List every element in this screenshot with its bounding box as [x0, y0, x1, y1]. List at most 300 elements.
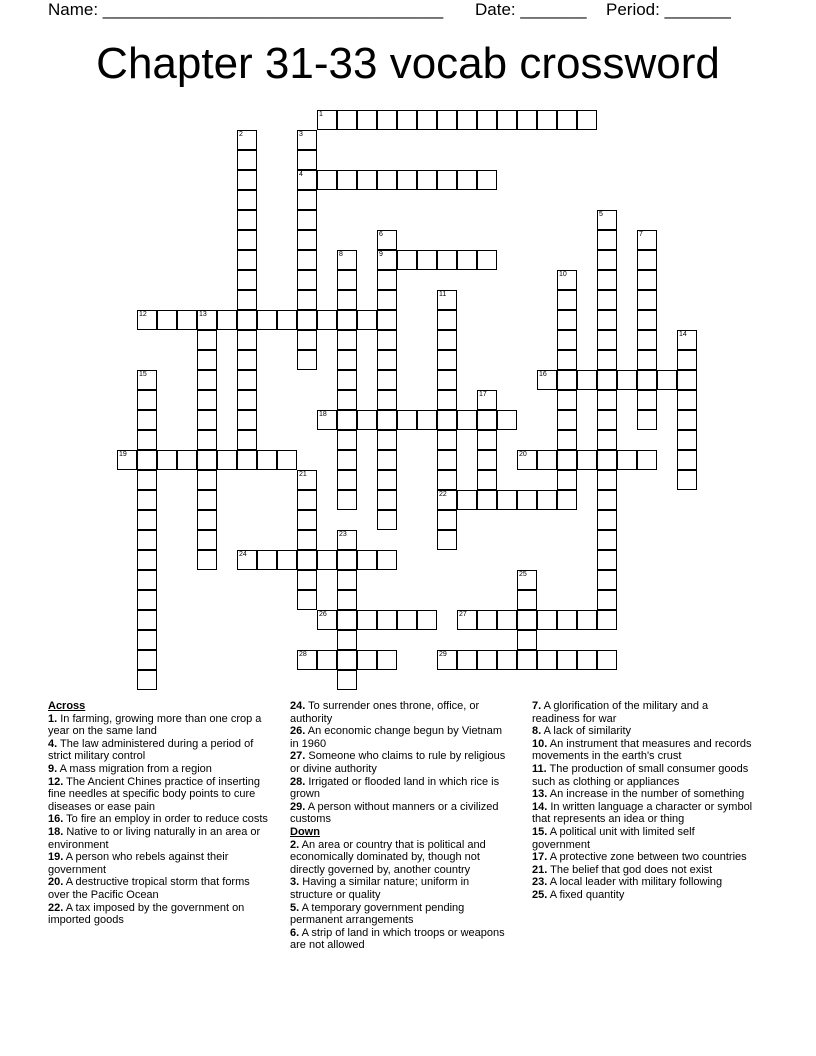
grid-cell[interactable]	[137, 430, 157, 450]
grid-cell[interactable]	[437, 330, 457, 350]
grid-cell[interactable]	[377, 510, 397, 530]
grid-cell[interactable]	[417, 410, 437, 430]
grid-cell[interactable]	[597, 330, 617, 350]
grid-cell[interactable]	[597, 250, 617, 270]
grid-cell[interactable]	[557, 430, 577, 450]
clue-number: 28	[299, 651, 307, 658]
grid-cell[interactable]	[137, 450, 157, 470]
grid-cell[interactable]	[237, 550, 257, 570]
grid-cell[interactable]	[437, 650, 457, 670]
grid-cell[interactable]	[377, 610, 397, 630]
grid-cell[interactable]	[597, 410, 617, 430]
clue-down-6: 6. A strip of land in which troops or weapons are not allowed	[290, 926, 505, 952]
grid-cell[interactable]	[597, 590, 617, 610]
grid-cell[interactable]	[597, 390, 617, 410]
grid-cell[interactable]	[337, 370, 357, 390]
grid-cell[interactable]	[477, 110, 497, 130]
grid-cell[interactable]	[357, 170, 377, 190]
grid-cell[interactable]	[297, 590, 317, 610]
clue-down-7: 7. A glorification of the military and a readiness for war	[532, 700, 709, 725]
clue-across-27: 27. Someone who claims to rule by religious or divine authority	[290, 750, 506, 775]
grid-cell[interactable]	[197, 470, 217, 490]
grid-cell[interactable]	[137, 570, 157, 590]
clue-number: 3	[299, 131, 303, 138]
grid-cell[interactable]	[197, 430, 217, 450]
grid-cell[interactable]	[657, 370, 677, 390]
grid-cell[interactable]	[417, 610, 437, 630]
grid-cell[interactable]	[377, 430, 397, 450]
clue-number: 25	[519, 571, 527, 578]
grid-cell[interactable]	[437, 470, 457, 490]
grid-cell[interactable]	[157, 310, 177, 330]
grid-cell[interactable]	[437, 110, 457, 130]
grid-cell[interactable]	[557, 330, 577, 350]
grid-cell[interactable]	[297, 650, 317, 670]
grid-cell[interactable]	[457, 650, 477, 670]
grid-cell[interactable]	[337, 290, 357, 310]
period-field-label: Period: _______	[606, 0, 731, 19]
grid-cell[interactable]	[557, 610, 577, 630]
grid-cell[interactable]	[637, 330, 657, 350]
grid-cell[interactable]	[317, 170, 337, 190]
grid-cell[interactable]	[457, 250, 477, 270]
grid-cell[interactable]	[237, 370, 257, 390]
grid-cell[interactable]	[277, 550, 297, 570]
grid-cell[interactable]	[437, 370, 457, 390]
grid-cell[interactable]	[557, 490, 577, 510]
grid-cell[interactable]	[617, 370, 637, 390]
grid-cell[interactable]	[377, 270, 397, 290]
grid-cell[interactable]	[577, 370, 597, 390]
grid-cell[interactable]	[597, 650, 617, 670]
grid-cell[interactable]	[637, 410, 657, 430]
grid-cell[interactable]	[237, 350, 257, 370]
name-field-label: Name: ____________________________________	[48, 0, 444, 19]
grid-cell[interactable]	[477, 450, 497, 470]
grid-cell[interactable]	[557, 270, 577, 290]
grid-cell[interactable]	[237, 130, 257, 150]
clue-across-9: 9. A mass migration from a region	[48, 762, 212, 775]
grid-cell[interactable]	[637, 370, 657, 390]
grid-cell[interactable]	[137, 490, 157, 510]
grid-cell[interactable]	[597, 270, 617, 290]
grid-cell[interactable]	[317, 410, 337, 430]
grid-cell[interactable]	[597, 550, 617, 570]
grid-cell[interactable]	[197, 450, 217, 470]
grid-cell[interactable]	[357, 650, 377, 670]
grid-cell[interactable]	[317, 610, 337, 630]
grid-cell[interactable]	[397, 110, 417, 130]
grid-cell[interactable]	[497, 650, 517, 670]
grid-cell[interactable]	[137, 530, 157, 550]
grid-cell[interactable]	[437, 390, 457, 410]
grid-cell[interactable]	[237, 410, 257, 430]
grid-cell[interactable]	[557, 290, 577, 310]
grid-cell[interactable]	[597, 310, 617, 330]
grid-cell[interactable]	[337, 650, 357, 670]
grid-cell[interactable]	[537, 370, 557, 390]
grid-cell[interactable]	[557, 350, 577, 370]
grid-cell[interactable]	[337, 410, 357, 430]
grid-cell[interactable]	[437, 530, 457, 550]
grid-cell[interactable]	[597, 230, 617, 250]
grid-cell[interactable]	[237, 330, 257, 350]
grid-cell[interactable]	[597, 470, 617, 490]
grid-cell[interactable]	[517, 450, 537, 470]
grid-cell[interactable]	[677, 470, 697, 490]
clue-number: 2	[239, 131, 243, 138]
grid-cell[interactable]	[337, 470, 357, 490]
grid-cell[interactable]	[377, 650, 397, 670]
grid-cell[interactable]	[337, 270, 357, 290]
grid-cell[interactable]	[677, 410, 697, 430]
grid-cell[interactable]	[377, 410, 397, 430]
grid-cell[interactable]	[377, 330, 397, 350]
grid-cell[interactable]	[397, 610, 417, 630]
grid-cell[interactable]	[237, 390, 257, 410]
grid-cell[interactable]	[297, 290, 317, 310]
grid-cell[interactable]	[337, 350, 357, 370]
grid-cell[interactable]	[237, 230, 257, 250]
grid-cell[interactable]	[477, 430, 497, 450]
grid-cell[interactable]	[377, 170, 397, 190]
grid-cell[interactable]	[217, 310, 237, 330]
clue-down-14: 14. In written language a character or symbol that represents an idea or thing	[532, 800, 753, 826]
grid-cell[interactable]	[577, 650, 597, 670]
grid-cell[interactable]	[597, 450, 617, 470]
grid-cell[interactable]	[137, 390, 157, 410]
grid-cell[interactable]	[557, 470, 577, 490]
grid-cell[interactable]	[377, 370, 397, 390]
grid-cell[interactable]	[377, 450, 397, 470]
grid-cell[interactable]	[437, 450, 457, 470]
grid-cell[interactable]	[177, 450, 197, 470]
grid-cell[interactable]	[417, 250, 437, 270]
grid-cell[interactable]	[237, 290, 257, 310]
grid-cell[interactable]	[197, 330, 217, 350]
grid-cell[interactable]	[357, 310, 377, 330]
grid-cell[interactable]	[137, 510, 157, 530]
grid-cell[interactable]	[197, 510, 217, 530]
grid-cell[interactable]	[477, 250, 497, 270]
grid-cell[interactable]	[557, 310, 577, 330]
grid-cell[interactable]	[437, 350, 457, 370]
grid-cell[interactable]	[297, 250, 317, 270]
grid-cell[interactable]	[617, 450, 637, 470]
grid-cell[interactable]	[377, 390, 397, 410]
grid-cell[interactable]	[517, 110, 537, 130]
grid-cell[interactable]	[437, 290, 457, 310]
clue-number: 11	[439, 291, 447, 298]
grid-cell[interactable]	[437, 250, 457, 270]
grid-cell[interactable]	[377, 250, 397, 270]
grid-cell[interactable]	[137, 470, 157, 490]
clue-number: 14	[679, 331, 687, 338]
grid-cell[interactable]	[597, 570, 617, 590]
grid-cell[interactable]	[477, 650, 497, 670]
grid-cell[interactable]	[497, 610, 517, 630]
grid-cell[interactable]	[417, 110, 437, 130]
grid-cell[interactable]	[297, 150, 317, 170]
grid-cell[interactable]	[157, 450, 177, 470]
clue-number: 7	[639, 231, 643, 238]
grid-cell[interactable]	[677, 370, 697, 390]
grid-cell[interactable]	[377, 490, 397, 510]
grid-cell[interactable]	[557, 650, 577, 670]
grid-cell[interactable]	[297, 170, 317, 190]
clue-number: 24	[239, 551, 247, 558]
grid-cell[interactable]	[337, 250, 357, 270]
clue-number: 15	[139, 371, 147, 378]
down-heading: Down	[290, 825, 320, 838]
grid-cell[interactable]	[557, 110, 577, 130]
grid-cell[interactable]	[357, 110, 377, 130]
grid-cell[interactable]	[337, 110, 357, 130]
grid-cell[interactable]	[197, 410, 217, 430]
grid-cell[interactable]	[337, 530, 357, 550]
grid-cell[interactable]	[517, 650, 537, 670]
grid-cell[interactable]	[677, 430, 697, 450]
clue-across-1: 1. In farming, growing more than one crop a year on the same land	[48, 712, 262, 738]
grid-cell[interactable]	[337, 310, 357, 330]
grid-cell[interactable]	[457, 170, 477, 190]
clue-number: 20	[519, 451, 527, 458]
clue-down-10: 10. An instrument that measures and records movements in the earth's crust	[532, 737, 752, 763]
grid-cell[interactable]	[237, 250, 257, 270]
grid-cell[interactable]	[137, 310, 157, 330]
grid-cell[interactable]	[497, 410, 517, 430]
grid-cell[interactable]	[637, 250, 657, 270]
grid-cell[interactable]	[237, 270, 257, 290]
grid-cell[interactable]	[597, 430, 617, 450]
clue-across-18: 18. Native to or living naturally in an area or environment	[48, 825, 261, 851]
grid-cell[interactable]	[577, 110, 597, 130]
grid-cell[interactable]	[337, 590, 357, 610]
grid-cell[interactable]	[637, 270, 657, 290]
clue-down-8: 8. A lack of similarity	[532, 725, 632, 738]
grid-cell[interactable]	[457, 410, 477, 430]
grid-cell[interactable]	[477, 410, 497, 430]
grid-cell[interactable]	[377, 230, 397, 250]
grid-cell[interactable]	[357, 410, 377, 430]
grid-cell[interactable]	[337, 670, 357, 690]
grid-cell[interactable]	[237, 190, 257, 210]
grid-cell[interactable]	[297, 270, 317, 290]
grid-cell[interactable]	[357, 610, 377, 630]
grid-cell[interactable]	[257, 450, 277, 470]
clue-number: 21	[299, 471, 307, 478]
grid-cell[interactable]	[377, 470, 397, 490]
grid-cell[interactable]	[297, 130, 317, 150]
grid-cell[interactable]	[317, 650, 337, 670]
grid-cell[interactable]	[317, 110, 337, 130]
grid-cell[interactable]	[137, 370, 157, 390]
grid-cell[interactable]	[597, 610, 617, 630]
grid-cell[interactable]	[537, 450, 557, 470]
grid-cell[interactable]	[137, 650, 157, 670]
grid-cell[interactable]	[297, 310, 317, 330]
grid-cell[interactable]	[437, 430, 457, 450]
clues-column-2	[290, 700, 512, 952]
grid-cell[interactable]	[477, 470, 497, 490]
grid-cell[interactable]	[297, 350, 317, 370]
grid-cell[interactable]	[297, 330, 317, 350]
grid-cell[interactable]	[637, 230, 657, 250]
grid-cell[interactable]	[517, 630, 537, 650]
grid-cell[interactable]	[377, 550, 397, 570]
grid-cell[interactable]	[677, 450, 697, 470]
grid-cell[interactable]	[337, 610, 357, 630]
grid-cell[interactable]	[317, 310, 337, 330]
grid-cell[interactable]	[237, 310, 257, 330]
grid-cell[interactable]	[297, 190, 317, 210]
grid-cell[interactable]	[597, 210, 617, 230]
grid-cell[interactable]	[437, 410, 457, 430]
grid-cell[interactable]	[137, 670, 157, 690]
grid-cell[interactable]	[677, 330, 697, 350]
grid-cell[interactable]	[637, 290, 657, 310]
grid-cell[interactable]	[117, 450, 137, 470]
grid-cell[interactable]	[397, 250, 417, 270]
grid-cell[interactable]	[597, 370, 617, 390]
grid-cell[interactable]	[337, 170, 357, 190]
clue-number: 26	[319, 611, 327, 618]
grid-cell[interactable]	[237, 170, 257, 190]
grid-cell[interactable]	[597, 350, 617, 370]
grid-cell[interactable]	[197, 490, 217, 510]
clue-across-26: 26. An economic change begun by Vietnam in 1960	[290, 725, 503, 750]
grid-cell[interactable]	[377, 350, 397, 370]
grid-cell[interactable]	[237, 430, 257, 450]
clue-number: 1	[319, 111, 323, 118]
clue-across-19: 19. A person who rebels against their government	[48, 851, 229, 876]
grid-cell[interactable]	[437, 510, 457, 530]
grid-cell[interactable]	[177, 310, 197, 330]
grid-cell[interactable]	[637, 390, 657, 410]
grid-cell[interactable]	[337, 390, 357, 410]
grid-cell[interactable]	[197, 530, 217, 550]
grid-cell[interactable]	[197, 550, 217, 570]
grid-cell[interactable]	[337, 570, 357, 590]
grid-cell[interactable]	[477, 170, 497, 190]
grid-cell[interactable]	[637, 310, 657, 330]
grid-cell[interactable]	[137, 610, 157, 630]
grid-cell[interactable]	[257, 550, 277, 570]
grid-cell[interactable]	[417, 170, 437, 190]
grid-cell[interactable]	[497, 490, 517, 510]
grid-cell[interactable]	[457, 490, 477, 510]
grid-cell[interactable]	[297, 490, 317, 510]
grid-cell[interactable]	[537, 650, 557, 670]
grid-cell[interactable]	[297, 570, 317, 590]
grid-cell[interactable]	[257, 310, 277, 330]
grid-cell[interactable]	[397, 170, 417, 190]
grid-cell[interactable]	[557, 450, 577, 470]
grid-cell[interactable]	[397, 410, 417, 430]
grid-cell[interactable]	[297, 230, 317, 250]
grid-cell[interactable]	[457, 610, 477, 630]
grid-cell[interactable]	[437, 490, 457, 510]
grid-cell[interactable]	[517, 490, 537, 510]
grid-cell[interactable]	[577, 610, 597, 630]
grid-cell[interactable]	[377, 310, 397, 330]
grid-cell[interactable]	[597, 490, 617, 510]
grid-cell[interactable]	[337, 450, 357, 470]
grid-cell[interactable]	[437, 170, 457, 190]
grid-cell[interactable]	[577, 450, 597, 470]
grid-cell[interactable]	[477, 610, 497, 630]
grid-cell[interactable]	[197, 310, 217, 330]
grid-cell[interactable]	[197, 350, 217, 370]
grid-cell[interactable]	[337, 630, 357, 650]
grid-cell[interactable]	[637, 450, 657, 470]
clues-column-3	[532, 700, 754, 902]
grid-cell[interactable]	[517, 610, 537, 630]
grid-cell[interactable]	[477, 390, 497, 410]
grid-cell[interactable]	[237, 210, 257, 230]
grid-cell[interactable]	[597, 530, 617, 550]
grid-cell[interactable]	[557, 410, 577, 430]
clue-number: 18	[319, 411, 327, 418]
grid-cell[interactable]	[237, 450, 257, 470]
grid-cell[interactable]	[297, 210, 317, 230]
grid-cell[interactable]	[137, 590, 157, 610]
grid-cell[interactable]	[297, 470, 317, 490]
grid-cell[interactable]	[517, 570, 537, 590]
grid-cell[interactable]	[197, 390, 217, 410]
grid-cell[interactable]	[137, 630, 157, 650]
clue-number: 12	[139, 311, 147, 318]
grid-cell[interactable]	[377, 110, 397, 130]
grid-cell[interactable]	[337, 330, 357, 350]
grid-cell[interactable]	[317, 550, 337, 570]
clue-down-2: 2. An area or country that is political and economically dominated by, though not directly governed by, another country	[290, 838, 486, 876]
grid-cell[interactable]	[297, 510, 317, 530]
grid-cell[interactable]	[297, 550, 317, 570]
grid-cell[interactable]	[137, 550, 157, 570]
grid-cell[interactable]	[377, 290, 397, 310]
grid-cell[interactable]	[337, 550, 357, 570]
grid-cell[interactable]	[457, 110, 477, 130]
grid-cell[interactable]	[237, 150, 257, 170]
grid-cell[interactable]	[297, 530, 317, 550]
grid-cell[interactable]	[337, 430, 357, 450]
grid-cell[interactable]	[517, 590, 537, 610]
grid-cell[interactable]	[537, 610, 557, 630]
grid-cell[interactable]	[437, 310, 457, 330]
grid-cell[interactable]	[137, 410, 157, 430]
clue-number: 22	[439, 491, 447, 498]
grid-cell[interactable]	[277, 310, 297, 330]
grid-cell[interactable]	[597, 290, 617, 310]
grid-cell[interactable]	[637, 350, 657, 370]
grid-cell[interactable]	[537, 110, 557, 130]
grid-cell[interactable]	[557, 370, 577, 390]
grid-cell[interactable]	[597, 510, 617, 530]
grid-cell[interactable]	[477, 490, 497, 510]
grid-cell[interactable]	[497, 110, 517, 130]
grid-cell[interactable]	[217, 450, 237, 470]
grid-cell[interactable]	[277, 450, 297, 470]
grid-cell[interactable]	[677, 390, 697, 410]
grid-cell[interactable]	[677, 350, 697, 370]
grid-cell[interactable]	[557, 390, 577, 410]
clue-down-3: 3. Having a similar nature; uniform in structure or quality	[290, 876, 470, 901]
grid-cell[interactable]	[197, 370, 217, 390]
grid-cell[interactable]	[357, 550, 377, 570]
grid-cell[interactable]	[337, 490, 357, 510]
grid-cell[interactable]	[537, 490, 557, 510]
